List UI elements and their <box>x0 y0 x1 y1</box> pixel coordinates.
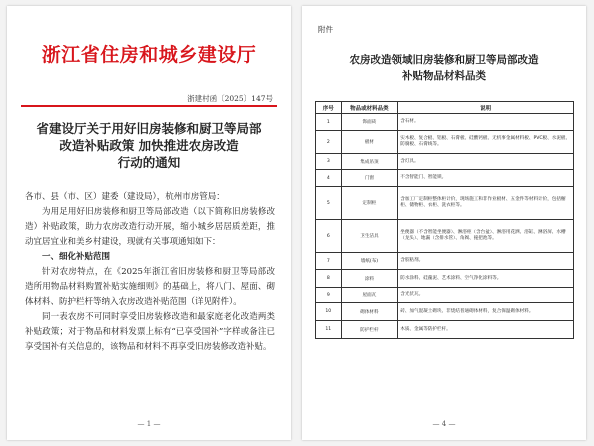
addressee: 各市、县（市、区）建委（建设局），杭州市房管局： <box>25 192 225 202</box>
row-description: 含灯具。 <box>398 154 574 170</box>
row-number: 8 <box>316 270 342 288</box>
attachment-page <box>302 6 586 440</box>
attachment-title <box>302 52 586 84</box>
row-description: 含光伏瓦。 <box>398 288 574 303</box>
paragraph: 针对农房特点，在《2025年浙江省旧房装修和厨卫等局部改造所用物品材料购置补贴实施细则》的基础上，将八门、屋面、砌体材料、防护栏杆等纳入农房改造补贴范围（详见附件）。 <box>25 267 275 307</box>
title-line: 改造补贴政策 加快推进农房改造 <box>59 138 239 153</box>
row-description: 含加工厂定制柜整体柜计价，现场施工和非作业板材、五金件等材料计价，包括橱柜、储物柜、衣柜、洗衣柜等。 <box>398 187 574 220</box>
table-row <box>316 270 574 288</box>
table-row <box>316 131 574 154</box>
table-row <box>316 170 574 187</box>
row-category: 墙纸(布) <box>341 253 398 270</box>
row-description: 坐便器（不含智能坐便器）、淋浴柜（含台盆）、淋浴用花洒、浴缸、淋浴屏、水槽（龙头）、地漏（含排水管）、角阀、拖把池等。 <box>398 220 574 253</box>
page-number: — 1 — <box>137 420 161 428</box>
row-number: 4 <box>316 170 342 187</box>
table-row <box>316 303 574 321</box>
row-number: 10 <box>316 303 342 321</box>
row-number: 2 <box>316 131 342 154</box>
attachment-label: 附件 <box>318 25 333 34</box>
row-description: 实木板、复合板、铝板、石膏板、硅酸钙板、无机事金属材料板、PVC板、水泥板、防腐板、石膏线等。 <box>398 131 574 154</box>
header-no: 序号 <box>316 102 342 114</box>
header-category: 物品或材料品类 <box>341 102 398 114</box>
table-row <box>316 288 574 303</box>
row-category: 板材 <box>341 131 398 154</box>
row-category: 门窗 <box>341 170 398 187</box>
row-description: 砖、加气混凝土砌块、非烧结普通砌体材料，复合保温砌体材料。 <box>398 303 574 321</box>
row-number: 9 <box>316 288 342 303</box>
row-number: 5 <box>316 187 342 220</box>
table-row <box>316 220 574 253</box>
table-header-row <box>316 102 574 114</box>
row-number: 3 <box>316 154 342 170</box>
row-category: 砌体材料 <box>341 303 398 321</box>
row-description: 防水涂料、硅藻泥、艺术涂料、空气净化涂料等。 <box>398 270 574 288</box>
notice-body <box>25 205 275 355</box>
paragraph: 为用足用好旧房装修和厨卫等局部改造（以下简称旧房装修改造）补贴政策，助力农房改造行动开展，缩小城乡居居质差距，推动宜居宜业和美乡村建设，现就有关事项通知如下： <box>25 207 275 247</box>
row-number: 6 <box>316 220 342 253</box>
row-number: 7 <box>316 253 342 270</box>
notice-page <box>7 6 291 440</box>
row-category: 定制柜 <box>341 187 398 220</box>
title-line: 补贴物品材料品类 <box>402 70 486 82</box>
row-number: 1 <box>316 114 342 131</box>
row-category: 饰面砖 <box>341 114 398 131</box>
page-number: — 4 — <box>432 420 456 428</box>
paragraph: 同一表农房不可同时享受旧房装修改造和最家庭老化改造两类补贴政策；对于物品和材料发票上标有“已享受国补”字样或备注已享受国补有关信息的，该物品和材料不再享受旧房装修改造补贴。 <box>25 312 275 352</box>
notice-title <box>17 120 281 171</box>
title-line: 行动的通知 <box>117 155 181 170</box>
row-description: 木质、金属等防护栏杆。 <box>398 321 574 339</box>
row-category: 防护栏杆 <box>341 321 398 339</box>
section-heading: 一、细化补贴范围 <box>42 252 111 262</box>
row-number: 11 <box>316 321 342 339</box>
letterhead: 浙江省住房和城乡建设厅 <box>41 44 257 66</box>
table-row <box>316 114 574 131</box>
row-description: 含胶粘剂。 <box>398 253 574 270</box>
materials-table <box>315 101 574 339</box>
header-description: 说明 <box>398 102 574 114</box>
row-category: 集成吊顶 <box>341 154 398 170</box>
table-row <box>316 154 574 170</box>
table-row <box>316 253 574 270</box>
title-line: 省建设厅关于用好旧房装修和厨卫等局部 <box>36 121 262 136</box>
table-row <box>316 187 574 220</box>
document-number: 浙建村函〔2025〕147号 <box>187 94 273 103</box>
letterhead-red-line <box>21 105 277 107</box>
row-description: 不含智能门、智能锁。 <box>398 170 574 187</box>
row-category: 涂料 <box>341 270 398 288</box>
row-category: 屋面瓦 <box>341 288 398 303</box>
title-line: 农房改造领域旧房装修和厨卫等局部改造 <box>349 54 539 66</box>
row-category: 卫生洁具 <box>341 220 398 253</box>
table-row <box>316 321 574 339</box>
row-description: 含石材。 <box>398 114 574 131</box>
